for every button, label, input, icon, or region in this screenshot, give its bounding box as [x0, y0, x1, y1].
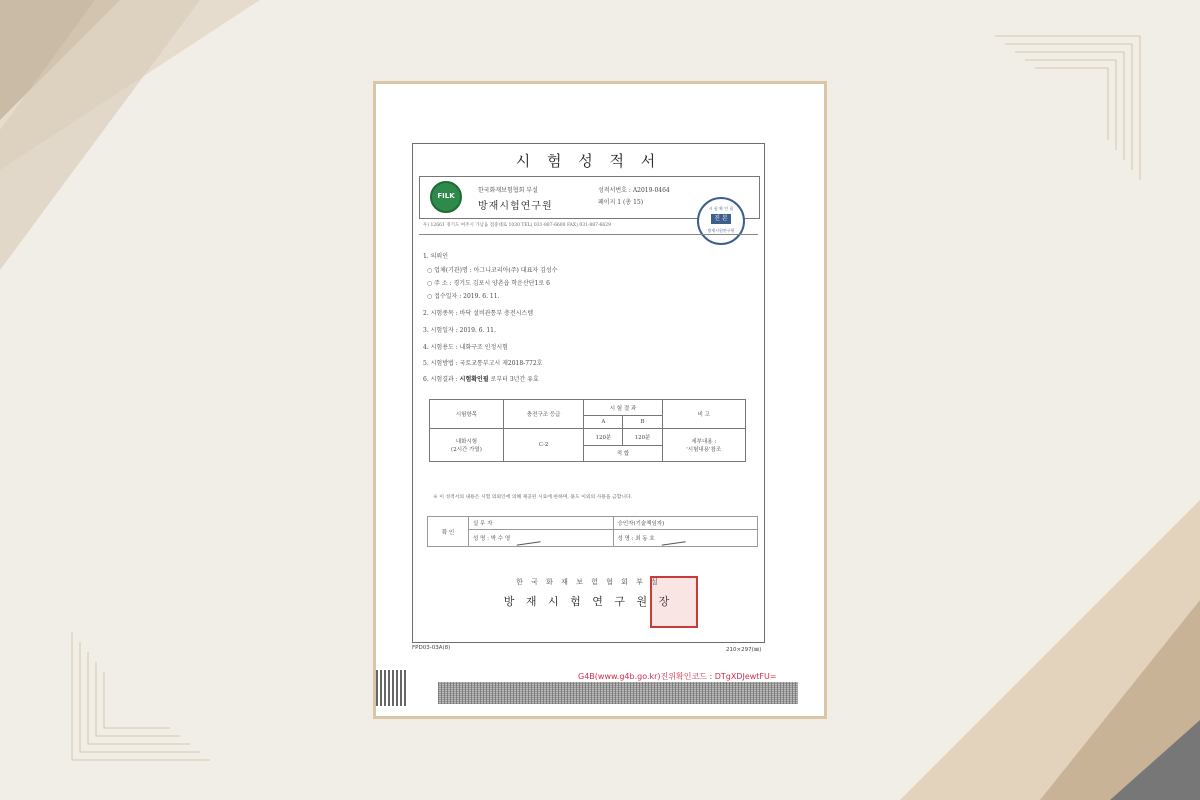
page-number: 페이지 1 (총 15)	[598, 199, 644, 206]
institute-subtitle: 한 국 화 재 보 험 협 회 부 설	[516, 578, 661, 586]
table-header-item: 시험항목	[430, 400, 504, 429]
org-name: 방재시험연구원	[478, 201, 553, 212]
certificate-number: 성적서번호 : A2019-0464	[598, 187, 670, 194]
institute-director: 방 재 시 험 연 구 원 장	[503, 595, 674, 608]
worker-signature-icon	[516, 531, 541, 545]
certificate-document	[412, 143, 765, 643]
table-header-result: 시 험 결 과	[584, 400, 662, 416]
test-method: 5. 시험방법 : 국토교통부고시 제2018-772호	[423, 360, 543, 367]
filk-logo-icon: FILK	[430, 181, 462, 213]
qr-code-icon	[376, 670, 408, 706]
official-red-seal-icon	[650, 576, 698, 628]
approver-name: 성 명 : 최 동 호	[617, 535, 655, 542]
worker-name: 성 명 : 박 수 영	[473, 535, 511, 542]
worker-name-cell	[469, 530, 614, 547]
divider	[419, 234, 758, 235]
test-item: 2. 시험종목 : 바닥 설비관통부 충전시스템	[423, 310, 534, 317]
table-cell-b: 120분	[623, 429, 662, 445]
table-cell-verdict: 적 합	[584, 445, 662, 461]
client-received-date: ○ 접수일자 : 2019. 6. 11.	[427, 293, 500, 300]
table-header-a: A	[584, 416, 623, 429]
table-cell-grade: C-2	[503, 429, 584, 462]
document-title: 시 험 성 적 서	[515, 152, 662, 170]
org-subtitle: 한국화재보험협회 부설	[478, 187, 538, 194]
results-table	[429, 399, 746, 462]
confirmation-table	[427, 516, 758, 547]
test-purpose: 4. 시험용도 : 내화구조 인정시험	[423, 344, 508, 351]
usage-note: ※ 이 성적서의 내용은 시험 의뢰인에 의해 제공된 시료에 한하며, 용도 이외의 사용을 금합니다.	[433, 495, 633, 500]
client-heading: 1. 의뢰인	[423, 253, 449, 260]
table-header-grade: 충전구조 등급	[503, 400, 584, 429]
form-number: FPD03-03A(8)	[412, 645, 451, 651]
table-cell-item: 내화시험 (2시간 가열)	[430, 429, 504, 462]
approver-signature-icon	[660, 531, 685, 545]
client-address: ○ 주 소 : 경기도 김포시 양촌읍 학운산단1로 6	[427, 280, 550, 287]
verification-seal-icon: 시 험 확 인 필 진 본 방재시험연구원	[697, 197, 745, 245]
org-address: 우) 12661 경기도 여주시 가남읍 점중대로 1030 TEL) 031-887-6600 FAX) 031-887-6629	[423, 223, 611, 228]
approver-title: 승인자(기술책임자)	[613, 517, 758, 530]
barcode-icon	[438, 682, 798, 704]
g4b-verification-code: G4B(www.g4b.go.kr)진위확인코드 : DTgXDJewtFU=	[578, 672, 777, 681]
client-company: ○ 업체(기관)명 : 아그니코리아(주) 대표자 김성수	[427, 267, 558, 274]
table-header-note: 비 고	[662, 400, 745, 429]
test-date: 3. 시험일자 : 2019. 6. 11.	[423, 327, 496, 334]
test-result: 6. 시험결과 : 시험확인필 로부터 3년간 유효	[423, 376, 539, 383]
approver-name-cell	[613, 530, 758, 547]
table-cell-a: 120분	[584, 429, 623, 445]
worker-title: 실 무 자	[469, 517, 614, 530]
table-cell-note: 세부내용 : '시험내용'참조	[662, 429, 745, 462]
confirm-label: 확 인	[428, 517, 469, 547]
paper-size: 210×297(㎜)	[726, 647, 762, 653]
table-header-b: B	[623, 416, 662, 429]
